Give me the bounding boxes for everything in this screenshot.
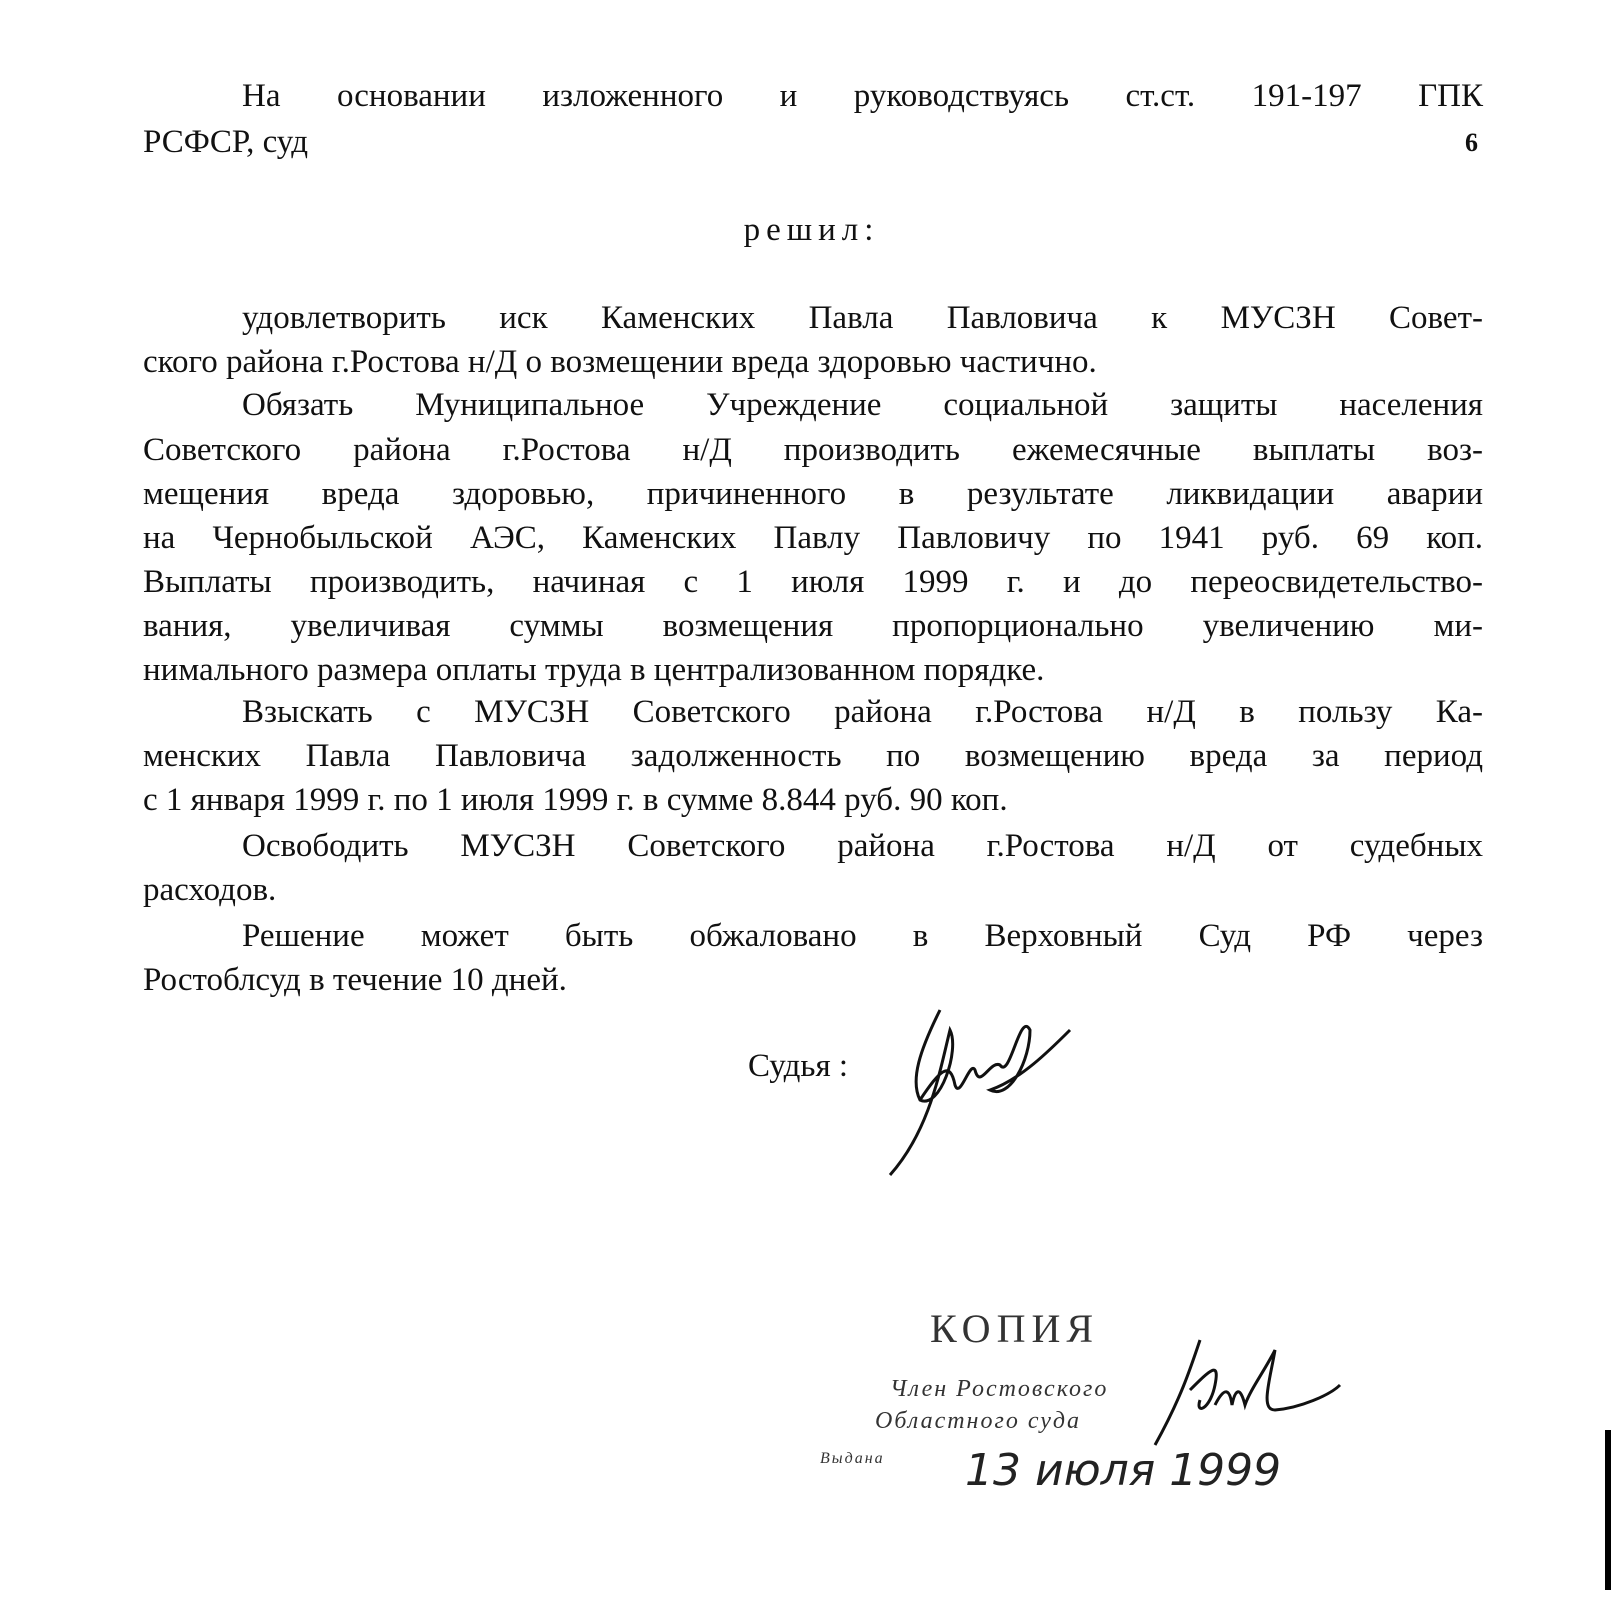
stamp-line-2: Областного суда	[875, 1408, 1082, 1434]
paragraph-2-line: Выплаты производить, начиная с 1 июля 1999 г. и до переосвидетельство-	[143, 564, 1483, 600]
stamp-signature	[1140, 1330, 1350, 1450]
decision-heading: решил:	[743, 212, 880, 248]
paragraph-3-line: Взыскать с МУСЗН Советского района г.Ростова н/Д в пользу Ка-	[242, 694, 1483, 730]
paragraph-2-line: Обязать Муниципальное Учреждение социальной защиты населения	[242, 387, 1483, 423]
paragraph-2-line: Советского района г.Ростова н/Д производить ежемесячные выплаты воз-	[143, 432, 1483, 468]
intro-line-1: На основании изложенного и руководствуясь ст.ст. 191-197 ГПК	[242, 78, 1483, 114]
paragraph-4-line: расходов.	[143, 872, 277, 908]
scan-edge	[1605, 1430, 1611, 1590]
paragraph-3-line: с 1 января 1999 г. по 1 июля 1999 г. в сумме 8.844 руб. 90 коп.	[143, 782, 1008, 818]
paragraph-1-line: удовлетворить иск Каменских Павла Павловича к МУСЗН Совет-	[242, 300, 1483, 336]
page-number: 6	[1465, 128, 1478, 157]
stamp-issued-label: Выдана	[820, 1450, 885, 1467]
paragraph-1-line: ского района г.Ростова н/Д о возмещении вреда здоровью частично.	[143, 344, 1097, 380]
paragraph-4-line: Освободить МУСЗН Советского района г.Ростова н/Д от судебных	[242, 828, 1483, 864]
paragraph-3-line: менских Павла Павловича задолженность по возмещению вреда за период	[143, 738, 1483, 774]
paragraph-5-line: Решение может быть обжаловано в Верховный Суд РФ через	[242, 918, 1483, 954]
paragraph-5-line: Ростоблсуд в течение 10 дней.	[143, 962, 567, 998]
intro-line-2: РСФСР, суд	[143, 124, 308, 160]
paragraph-2-line: мещения вреда здоровью, причиненного в результате ликвидации аварии	[143, 476, 1483, 512]
handwritten-date: 13 июля 1999	[965, 1445, 1282, 1496]
stamp-line-1: Член Ростовского	[890, 1376, 1109, 1402]
stamp-copy-title: КОПИЯ	[930, 1306, 1100, 1351]
paragraph-2-line: вания, увеличивая суммы возмещения пропорционально увеличению ми-	[143, 608, 1483, 644]
paragraph-2-line: на Чернобыльской АЭС, Каменских Павлу Павловичу по 1941 руб. 69 коп.	[143, 520, 1483, 556]
judge-label: Судья :	[748, 1048, 849, 1084]
paragraph-2-line: нимального размера оплаты труда в централизованном порядке.	[143, 652, 1045, 688]
judge-signature	[880, 990, 1080, 1190]
